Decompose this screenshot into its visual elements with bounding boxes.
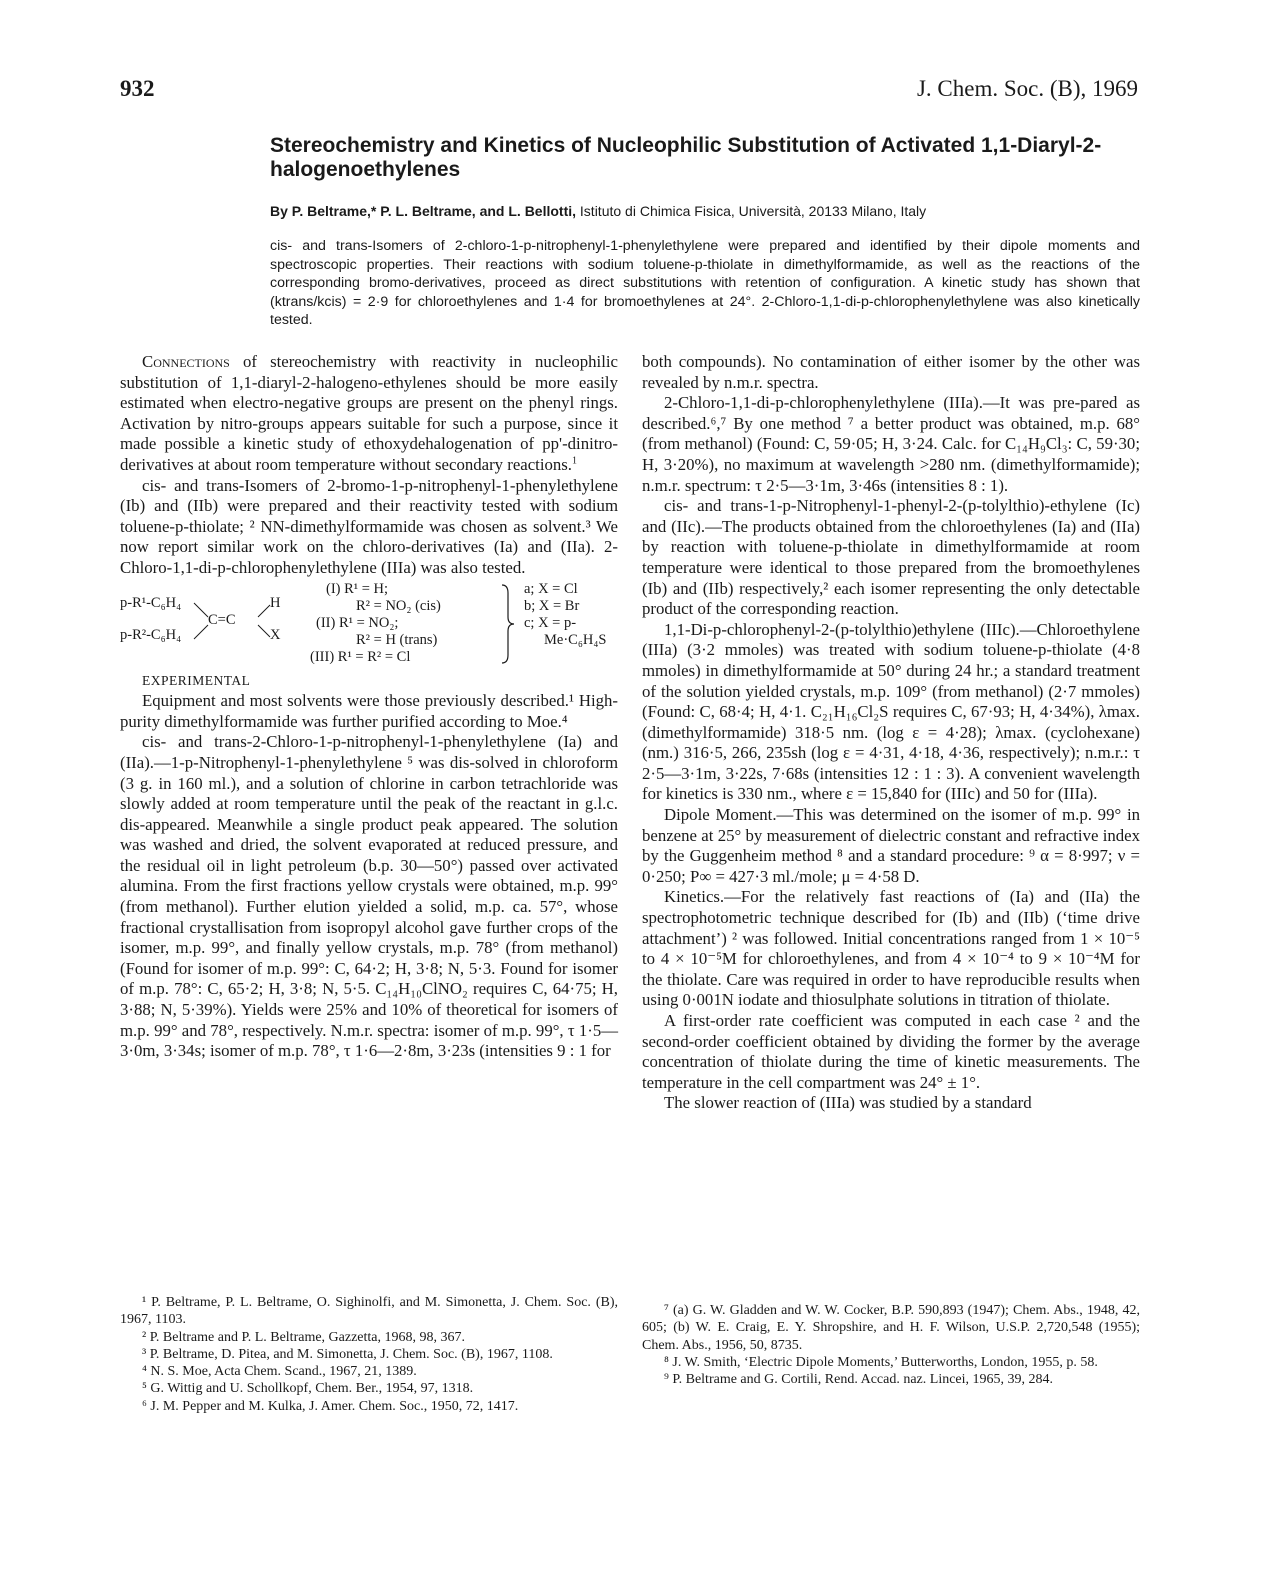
paragraph-preparation: cis- and trans-2-Chloro-1-p-nitrophenyl-1-phenylethylene (Ia) and (IIa).—1-p-Nitrophenyl-1-phenylethylene ⁵ was dis-solved in chloroform (3 g. in 160 ml.), and a solution of chlorine in carbon tetrachloride was slowly added at room temperature until the peak of the reactant in g.l.c. dis-appeared. Meanwhile a single product peak appeared. The solution was washed and dried, the solvent evaporated at reduced pressure, and the residual oil in light petroleum (b.p. 30—50°) passed over activated alumina. From the first fractions yellow crystals were obtained, m.p. 99° (from methanol). Further elution yielded a solid, m.p. ca. 57°, whose fractional crystallisation from isopropyl alcohol gave further crops of the isomer, m.p. 99°, and finally yellow crystals, m.p. 78° (from methanol) (Found for isomer of m.p. 99°: C, 64·2; H, 3·8; N, 5·3. Found for isomer of m.p. 78°: C, 65·2; H, 3·8; N, 5·5. C₁₄H₁₀ClNO₂ requires C, 64·75; H, 3·88; N, 5·39%). Yields were 25% and 10% of theoretical for isomers of m.p. 99° and 78°, respectively. N.m.r. spectra: isomer of m.p. 99°, τ 1·5—3·0m, 3·34s; isomer of m.p. 78°, τ 1·6—2·8m, 3·23s (intensities 9 : 1 for <box>120 732 618 1061</box>
formula-iii: (III) R¹ = R² = Cl <box>310 648 411 665</box>
left-column <box>120 352 618 1062</box>
paragraph-iiia: 2-Chloro-1,1-di-p-chlorophenylethylene (IIIa).—It was pre-pared as described.⁶,⁷ By one method ⁷ a better product was obtained, m.p. 68° (from methanol) (Found: C, 59·05; H, 3·24. Calc. for C₁₄H₉Cl₃: C, 59·30; H, 3·20%), no maximum at wavelength >280 nm. (dimethylformamide); n.m.r. spectrum: τ 2·5—3·1m, 3·46s (intensities 8 : 1). <box>642 393 1140 495</box>
footnote: ² P. Beltrame and P. L. Beltrame, Gazzetta, 1968, 98, 367. <box>142 1329 466 1345</box>
formula-brace <box>500 583 516 665</box>
paragraph-slower: The slower reaction of (IIIa) was studied by a standard <box>664 1093 1032 1113</box>
journal-header: J. Chem. Soc. (B), 1969 <box>916 76 1138 101</box>
formula-r1: p-R¹-C₆H₄ <box>120 594 182 611</box>
footnote: ⁴ N. S. Moe, Acta Chem. Scand., 1967, 21, 1389. <box>142 1364 417 1380</box>
byline <box>270 203 1150 219</box>
drop-word: Connections <box>142 352 230 371</box>
article-title: Stereochemistry and Kinetics of Nucleophilic Substitution of Activated 1,1-Diaryl-2-halogenoethylenes <box>270 134 1102 181</box>
formula-ii1: (II) R¹ = NO₂; <box>316 614 399 631</box>
formula-h: H <box>270 594 281 611</box>
footnotes-left <box>120 1294 618 1415</box>
formula-c2: Me·C₆H₄S <box>544 631 607 648</box>
footnote: ⁸ J. W. Smith, ‘Electric Dipole Moments,’ Butterworths, London, 1955, p. 58. <box>664 1354 1098 1370</box>
abstract: cis- and trans-Isomers of 2-chloro-1-p-nitrophenyl-1-phenylethylene were prepared and identified by their dipole moments and spectroscopic properties. Their reactions with sodium toluene-p-thiolate in dimethylformamide, as well as the reactions of the corresponding bromo-derivatives, proceed as direct substitutions with retention of configuration. A kinetic study has shown that (ktrans/kcis) = 2·9 for chloroethylenes and 1·4 for bromoethylenes at 24°. 2-Chloro-1,1-di-p-chlorophenylethylene was also kinetically tested. <box>270 238 1140 329</box>
paragraph-dipole: Dipole Moment.—This was determined on the isomer of m.p. 99° in benzene at 25° by measurement of dielectric constant and refractive index by the Guggenheim method ⁸ and a standard procedure: ⁹ α = 8·997; ν = 0·250; P∞ = 427·3 ml./mole; μ = 4·58 D. <box>642 805 1140 886</box>
formula-a: a; X = Cl <box>524 580 578 597</box>
paragraph-continued: both compounds). No contamination of either isomer by the other was revealed by n.m.r. spectra. <box>642 352 1140 392</box>
intro-paragraph: of stereochemistry with reactivity in nucleophilic substitution of 1,1-diaryl-2-halogeno-ethylenes should be more easily estimated when electro-negative groups are present on the phenyl rings. Activation by nitro-groups appears suitable for such a purpose, since it made possible a kinetic study of ethoxydehalogenation of pp'-dinitro-derivatives at about room temperature without secondary reactions. <box>120 352 618 474</box>
formula-bonds <box>192 599 282 643</box>
footnote: ⁶ J. M. Pepper and M. Kulka, J. Amer. Chem. Soc., 1950, 72, 1417. <box>142 1398 519 1414</box>
formula-b: b; X = Br <box>524 597 580 614</box>
paragraph-iiic: 1,1-Di-p-chlorophenyl-2-(p-tolylthio)ethylene (IIIc).—Chloroethylene (IIIa) (3·2 mmoles) was treated with sodium toluene-p-thiolate (4·8 mmoles) in dimethylformamide at 50° during 24 hr.; a standard treatment of the solution yielded crystals, m.p. 109° (from methanol) (2·7 mmoles) (Found: C, 68·4; H, 4·1. C₂₁H₁₆Cl₂S requires C, 67·93; H, 4·34%), λmax. (dimethylformamide) 318·5 nm. (log ε = 4·28); λmax. (cyclohexane) (nm.) 316·5, 266, 235sh (log ε = 4·31, 4·18, 4·36, respectively); n.m.r.: τ 2·5—3·1m, 3·22s, 7·68s (intensities 12 : 1 : 3). A convenient wavelength for kinetics is 330 nm., where ε = 15,840 for (IIIc) and 50 for (IIIa). <box>642 619 1140 804</box>
footnote: ¹ P. Beltrame, P. L. Beltrame, O. Sighinolfi, and M. Simonetta, J. Chem. Soc. (B), 1967, 1103. <box>120 1295 618 1328</box>
formula-ii2: R² = H (trans) <box>356 631 438 648</box>
footnote: ³ P. Beltrame, D. Pitea, and M. Simonetta, J. Chem. Soc. (B), 1967, 1108. <box>142 1346 553 1362</box>
paragraph-ic-iic: cis- and trans-1-p-Nitrophenyl-1-phenyl-2-(p-tolylthio)-ethylene (Ic) and (IIc).—The products obtained from the chloroethylenes (Ia) and (IIa) by reaction with toluene-p-thiolate in dimethylformamide at room temperature were identical to those prepared from the bromoethylenes (Ib) and (IIb) respectively,² each isomer representing the only detectable product of the corresponding reaction. <box>642 496 1140 619</box>
right-column <box>642 352 1140 1114</box>
formula-c: c; X = p- <box>524 614 577 631</box>
affiliation: Istituto di Chimica Fisica, Università, 20133 Milano, Italy <box>579 203 927 219</box>
formula-r2: p-R²-C₆H₄ <box>120 626 182 643</box>
paragraph-isomers: cis- and trans-Isomers of 2-bromo-1-p-nitrophenyl-1-phenylethylene (Ib) and (IIb) were prepared and their reactivity tested with sodium toluene-p-thiolate; ² NN-dimethylformamide was chosen as solvent.³ We now report similar work on the chloro-derivatives (Ia) and (IIa). 2-Chloro-1,1-di-p-chlorophenylethylene (IIIa) was also tested. <box>120 475 618 577</box>
paragraph-equipment: Equipment and most solvents were those previously described.¹ High-purity dimethylformamide was further purified according to Moe.⁴ <box>120 691 618 731</box>
formula-cc: C=C <box>208 611 236 628</box>
paragraph-rate: A first-order rate coefficient was computed in each case ² and the second-order coefficient obtained by dividing the former by the average concentration of thiolate during the time of kinetic measurements. The temperature in the cell compartment was 24° ± 1°. <box>642 1011 1140 1092</box>
footnote: ⁷ (a) G. W. Gladden and W. W. Cocker, B.P. 590,893 (1947); Chem. Abs., 1948, 42, 605; (b) W. E. Craig, E. Y. Shropshire, and H. F. Wilson, U.S.P. 2,720,548 (1955); Chem. Abs., 1956, 50, 8735. <box>642 1303 1140 1353</box>
formula-i2: R² = NO₂ (cis) <box>356 597 441 614</box>
section-heading: EXPERIMENTAL <box>142 672 251 688</box>
footnote: ⁹ P. Beltrame and G. Cortili, Rend. Accad. naz. Lincei, 1965, 39, 284. <box>664 1372 1054 1388</box>
formula-i1: (I) R¹ = H; <box>326 580 389 597</box>
page-number: 932 <box>120 76 155 101</box>
ref-mark: 1 <box>572 455 578 467</box>
formula-x: X <box>270 626 281 643</box>
structure-formula <box>120 580 618 665</box>
authors: By P. Beltrame,* P. L. Beltrame, and L. Bellotti, <box>270 203 577 219</box>
paragraph-kinetics: Kinetics.—For the relatively fast reactions of (Ia) and (IIa) the spectrophotometric technique described for (Ib) and (IIb) (‘time drive attachment’) ² was followed. Initial concentrations ranged from 1 × 10⁻⁵ to 4 × 10⁻⁵M for chloroethylenes, and from 4 × 10⁻⁴ to 9 × 10⁻⁴M for the thiolate. Care was required in order to have reproducible results when using 0·001N iodate and thiosulphate solutions in titration of thiolate. <box>642 887 1140 1010</box>
footnote: ⁵ G. Wittig and U. Schollkopf, Chem. Ber., 1954, 97, 1318. <box>142 1381 474 1397</box>
footnotes-right <box>642 1302 1140 1388</box>
